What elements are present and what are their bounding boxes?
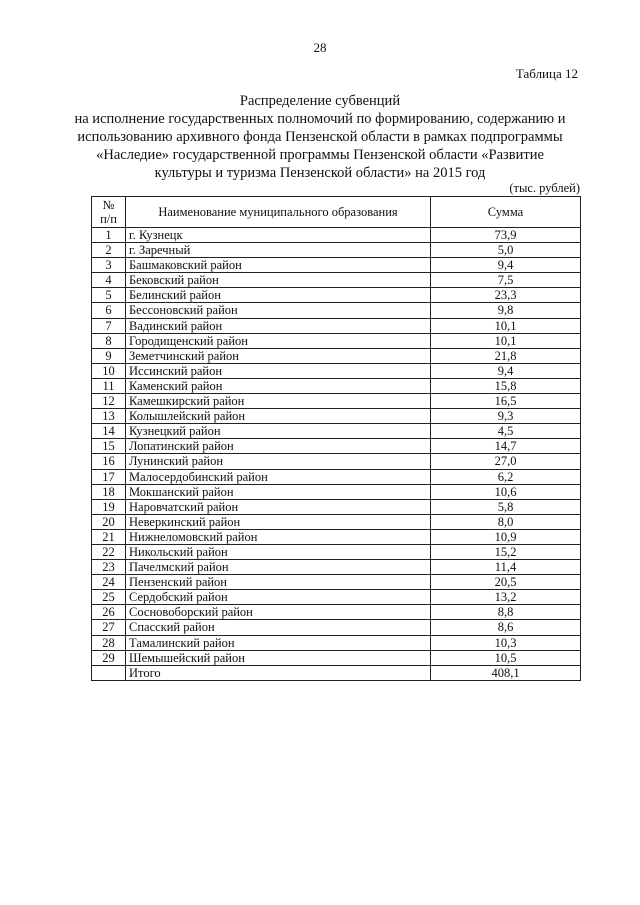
cell-num: 25 bbox=[92, 590, 126, 605]
table-row bbox=[92, 469, 581, 484]
cell-sum: 73,9 bbox=[431, 228, 581, 243]
cell-name: Сердобский район bbox=[126, 590, 431, 605]
cell-sum: 9,4 bbox=[431, 258, 581, 273]
header-name: Наименование муниципального образования bbox=[126, 197, 431, 228]
cell-num: 4 bbox=[92, 273, 126, 288]
cell-name: Спасский район bbox=[126, 620, 431, 635]
cell-num: 5 bbox=[92, 288, 126, 303]
cell-name: Колышлейский район bbox=[126, 409, 431, 424]
header-number-abbr: п/п bbox=[100, 212, 117, 226]
cell-sum: 7,5 bbox=[431, 273, 581, 288]
cell-name: Городищенский район bbox=[126, 333, 431, 348]
cell-name: Белинский район bbox=[126, 288, 431, 303]
cell-name: Неверкинский район bbox=[126, 514, 431, 529]
cell-name: Шемышейский район bbox=[126, 650, 431, 665]
cell-num: 27 bbox=[92, 620, 126, 635]
cell-num: 23 bbox=[92, 560, 126, 575]
table-row bbox=[92, 363, 581, 378]
cell-sum: 23,3 bbox=[431, 288, 581, 303]
header-sum: Сумма bbox=[431, 197, 581, 228]
table-row bbox=[92, 273, 581, 288]
cell-num: 19 bbox=[92, 499, 126, 514]
cell-num: 15 bbox=[92, 439, 126, 454]
cell-num: 7 bbox=[92, 318, 126, 333]
table-row bbox=[92, 529, 581, 544]
cell-num: 29 bbox=[92, 650, 126, 665]
document-heading bbox=[40, 92, 600, 182]
cell-name: г. Кузнецк bbox=[126, 228, 431, 243]
cell-sum: 9,8 bbox=[431, 303, 581, 318]
cell-num: 11 bbox=[92, 378, 126, 393]
cell-name: Пензенский район bbox=[126, 575, 431, 590]
table-row bbox=[92, 454, 581, 469]
page-number: 28 bbox=[313, 40, 327, 55]
cell-sum: 8,0 bbox=[431, 514, 581, 529]
heading-line: использованию архивного фонда Пензенской области в рамках подпрограммы bbox=[77, 129, 563, 145]
cell-sum: 9,4 bbox=[431, 363, 581, 378]
table-row bbox=[92, 228, 581, 243]
cell-num: 22 bbox=[92, 544, 126, 559]
table-row bbox=[92, 544, 581, 559]
cell-sum: 13,2 bbox=[431, 590, 581, 605]
cell-name: Тамалинский район bbox=[126, 635, 431, 650]
cell-num: 14 bbox=[92, 424, 126, 439]
cell-name: Пачелмский район bbox=[126, 560, 431, 575]
cell-sum: 16,5 bbox=[431, 394, 581, 409]
cell-name: Камешкирский район bbox=[126, 394, 431, 409]
table-header-row bbox=[92, 197, 581, 228]
cell-sum: 10,1 bbox=[431, 318, 581, 333]
cell-num: 1 bbox=[92, 228, 126, 243]
cell-sum: 8,8 bbox=[431, 605, 581, 620]
cell-num: 6 bbox=[92, 303, 126, 318]
cell-sum: 10,6 bbox=[431, 484, 581, 499]
cell-sum: 9,3 bbox=[431, 409, 581, 424]
table-row bbox=[92, 243, 581, 258]
cell-num: 20 bbox=[92, 514, 126, 529]
cell-num: 21 bbox=[92, 529, 126, 544]
cell-num bbox=[92, 665, 126, 680]
cell-name: Малосердобинский район bbox=[126, 469, 431, 484]
table-row bbox=[92, 499, 581, 514]
cell-num: 26 bbox=[92, 605, 126, 620]
cell-name: Бессоновский район bbox=[126, 303, 431, 318]
table-row bbox=[92, 348, 581, 363]
header-number bbox=[92, 197, 126, 228]
table-row bbox=[92, 590, 581, 605]
cell-name: Земетчинский район bbox=[126, 348, 431, 363]
cell-sum: 408,1 bbox=[431, 665, 581, 680]
table-row bbox=[92, 439, 581, 454]
table-row bbox=[92, 288, 581, 303]
cell-name: Бековский район bbox=[126, 273, 431, 288]
table-row bbox=[92, 560, 581, 575]
table-row bbox=[92, 484, 581, 499]
table-row bbox=[92, 258, 581, 273]
cell-sum: 8,6 bbox=[431, 620, 581, 635]
table-row bbox=[92, 514, 581, 529]
table-row bbox=[92, 635, 581, 650]
table-row bbox=[92, 303, 581, 318]
cell-name: Башмаковский район bbox=[126, 258, 431, 273]
table-row bbox=[92, 409, 581, 424]
heading-line: Распределение субвенций bbox=[239, 93, 401, 109]
cell-num: 24 bbox=[92, 575, 126, 590]
cell-name: Мокшанский район bbox=[126, 484, 431, 499]
cell-num: 17 bbox=[92, 469, 126, 484]
header-number-symbol: № bbox=[102, 197, 115, 212]
subsidy-table bbox=[91, 196, 581, 681]
cell-name: Нижнеломовский район bbox=[126, 529, 431, 544]
cell-num: 12 bbox=[92, 394, 126, 409]
cell-num: 3 bbox=[92, 258, 126, 273]
cell-name: Вадинский район bbox=[126, 318, 431, 333]
cell-sum: 6,2 bbox=[431, 469, 581, 484]
cell-num: 18 bbox=[92, 484, 126, 499]
table-row bbox=[92, 575, 581, 590]
total-row bbox=[92, 665, 581, 680]
cell-sum: 15,8 bbox=[431, 378, 581, 393]
cell-sum: 27,0 bbox=[431, 454, 581, 469]
cell-sum: 10,9 bbox=[431, 529, 581, 544]
table-row bbox=[92, 605, 581, 620]
cell-sum: 20,5 bbox=[431, 575, 581, 590]
cell-num: 2 bbox=[92, 243, 126, 258]
cell-name: Итого bbox=[126, 665, 431, 680]
cell-sum: 21,8 bbox=[431, 348, 581, 363]
cell-num: 16 bbox=[92, 454, 126, 469]
cell-name: Никольский район bbox=[126, 544, 431, 559]
table-row bbox=[92, 424, 581, 439]
cell-num: 28 bbox=[92, 635, 126, 650]
cell-sum: 14,7 bbox=[431, 439, 581, 454]
cell-sum: 5,0 bbox=[431, 243, 581, 258]
table-row bbox=[92, 394, 581, 409]
cell-name: Сосновоборский район bbox=[126, 605, 431, 620]
cell-sum: 4,5 bbox=[431, 424, 581, 439]
cell-name: Каменский район bbox=[126, 378, 431, 393]
cell-sum: 10,5 bbox=[431, 650, 581, 665]
cell-sum: 10,1 bbox=[431, 333, 581, 348]
cell-name: Иссинский район bbox=[126, 363, 431, 378]
cell-name: Наровчатский район bbox=[126, 499, 431, 514]
heading-line: культуры и туризма Пензенской области» на 2015 год bbox=[154, 165, 486, 181]
table-row bbox=[92, 378, 581, 393]
cell-sum: 15,2 bbox=[431, 544, 581, 559]
table-label: Таблица 12 bbox=[515, 66, 578, 81]
cell-sum: 10,3 bbox=[431, 635, 581, 650]
cell-sum: 5,8 bbox=[431, 499, 581, 514]
table-row bbox=[92, 318, 581, 333]
cell-num: 10 bbox=[92, 363, 126, 378]
cell-num: 9 bbox=[92, 348, 126, 363]
table-row bbox=[92, 650, 581, 665]
units-label: (тыс. рублей) bbox=[509, 181, 580, 195]
cell-sum: 11,4 bbox=[431, 560, 581, 575]
table-row bbox=[92, 333, 581, 348]
cell-num: 13 bbox=[92, 409, 126, 424]
cell-name: Лунинский район bbox=[126, 454, 431, 469]
cell-name: Кузнецкий район bbox=[126, 424, 431, 439]
table-body bbox=[92, 228, 581, 681]
cell-name: г. Заречный bbox=[126, 243, 431, 258]
table-row bbox=[92, 620, 581, 635]
heading-line: «Наследие» государственной программы Пензенской области «Развитие bbox=[96, 147, 544, 163]
cell-name: Лопатинский район bbox=[126, 439, 431, 454]
cell-num: 8 bbox=[92, 333, 126, 348]
heading-line: на исполнение государственных полномочий по формированию, содержанию и bbox=[74, 111, 566, 127]
